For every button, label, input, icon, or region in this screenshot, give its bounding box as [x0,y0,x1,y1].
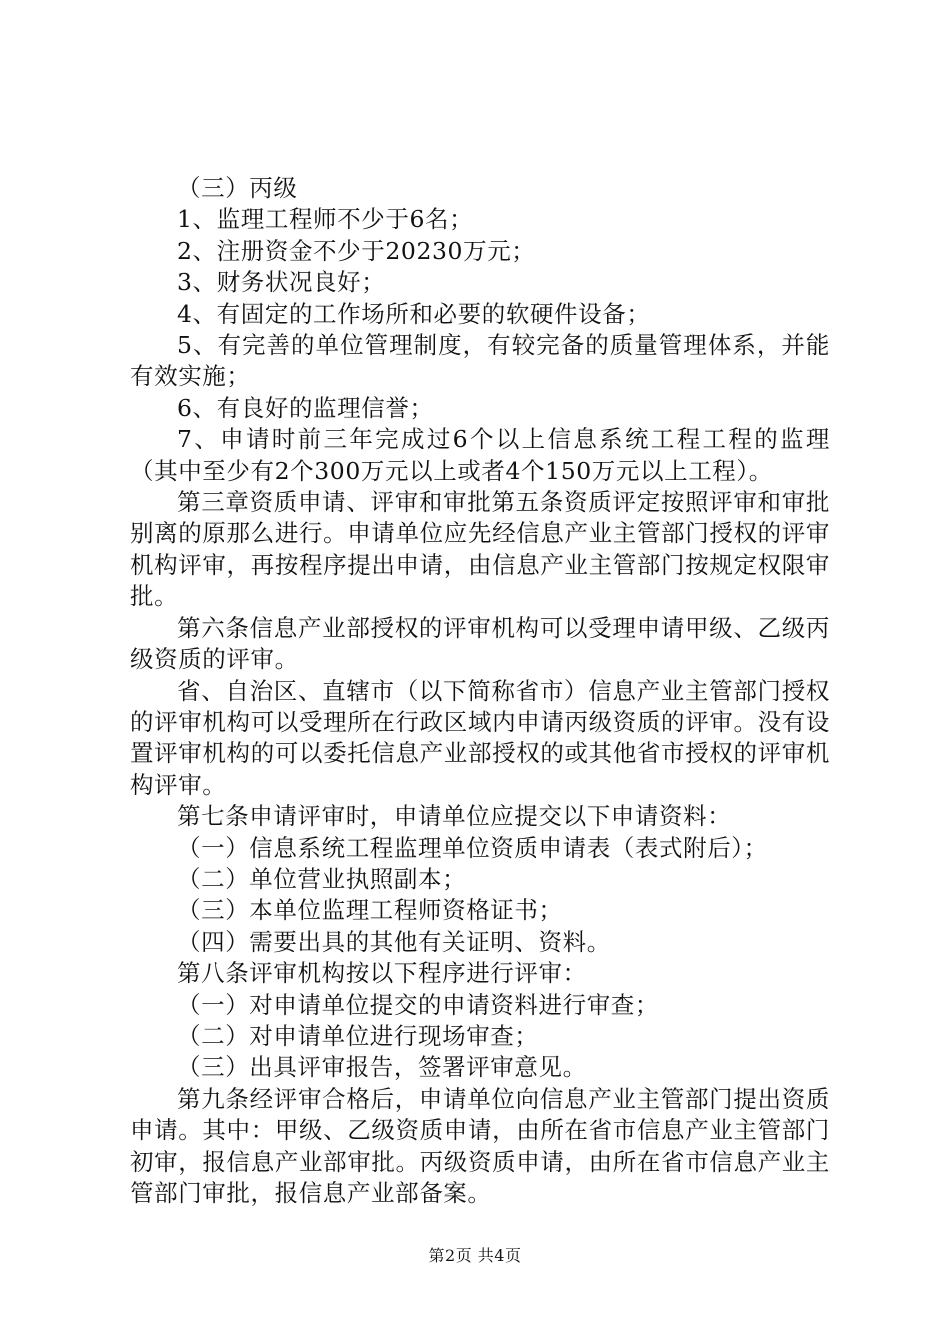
paragraph: （一）信息系统工程监理单位资质申请表（表式附后）； [177,833,768,862]
paragraph: 6、有良好的监理信誉； [177,393,434,422]
paragraph: 第八条评审机构按以下程序进行评审： [177,959,587,988]
page-number-footer: 第2页 共4页 [428,1246,522,1265]
paragraph: （二）对申请单位进行现场审查； [177,1021,539,1050]
paragraph: （二）单位营业执照副本； [177,864,467,893]
paragraph: 1、监理工程师不少于6名； [177,205,474,234]
paragraph: 2、注册资金不少于20230万元； [177,236,536,265]
document-body [130,173,830,1209]
paragraph: （四）需要出具的其他有关证明、资料。 [177,927,611,956]
paragraph: （三）丙级 [177,174,298,202]
paragraph: 5、有完善的单位管理制度，有较完备的质量管理体系，并能有效实施； [130,331,830,391]
paragraph: 7、申请时前三年完成过6个以上信息系统工程工程的监理（其中至少有2个300万元以上或者4个150万元以上工程）。 [130,425,830,485]
paragraph: （三）出具评审报告，签署评审意见。 [177,1053,587,1082]
paragraph: 第七条申请评审时，申请单位应提交以下申请资料： [177,802,732,831]
paragraph: 第六条信息产业部授权的评审机构可以受理申请甲级、乙级丙级资质的评审。 [130,613,830,674]
paragraph: 第九条经评审合格后，申请单位向信息产业主管部门提出资质申请。其中：甲级、乙级资质申请，由所在省市信息产业主管部门初审，报信息产业部审批。丙级资质申请，由所在省市信息产业主管部门审批，报信息产业部备案。 [130,1084,830,1207]
paragraph: 3、财务状况良好； [177,268,386,297]
paragraph: 第三章资质申请、评审和审批第五条资质评定按照评审和审批别离的原那么进行。申请单位应先经信息产业主管部门授权的评审机构评审，再按程序提出申请，由信息产业主管部门按规定权限审批。 [130,488,830,611]
paragraph: （三）本单位监理工程师资格证书； [177,896,563,925]
paragraph: 4、有固定的工作场所和必要的软硬件设备； [177,299,651,328]
paragraph: 省、自治区、直辖市（以下简称省市）信息产业主管部门授权的评审机构可以受理所在行政区域内申请丙级资质的评审。没有设置评审机构的可以委托信息产业部授权的或其他省市授权的评审机构评审。 [130,676,830,799]
paragraph: （一）对申请单位提交的申请资料进行审查； [177,990,659,1019]
